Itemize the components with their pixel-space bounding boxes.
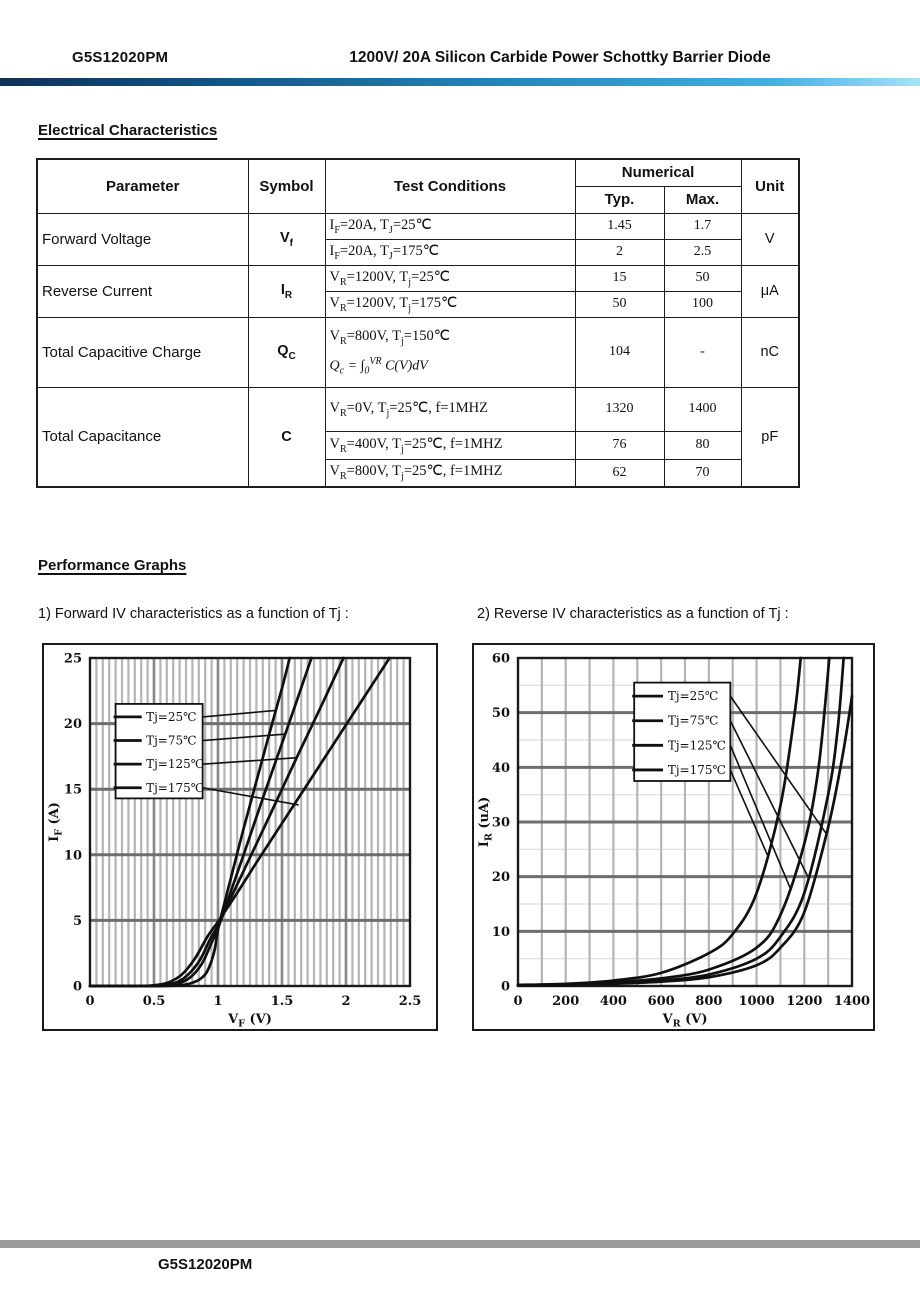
reverse-iv-figure — [472, 643, 875, 1031]
svg-text:600: 600 — [647, 994, 675, 1009]
max-value-cell: 70 — [664, 459, 741, 487]
svg-text:2.5: 2.5 — [398, 994, 422, 1009]
condition-cell: $V_R=800V$, $T_j=25℃$, f=1MHZ — [325, 459, 575, 487]
svg-text:50: 50 — [491, 706, 510, 722]
svg-text:800: 800 — [695, 994, 723, 1009]
table-row — [37, 265, 799, 291]
parameter-cell: Forward Voltage — [37, 213, 248, 265]
typ-value-cell: 62 — [575, 459, 664, 487]
table-row — [37, 387, 799, 431]
col-header-numerical: Numerical — [575, 159, 741, 186]
unit-cell: μA — [741, 265, 799, 317]
parameter-cell: Total Capacitive Charge — [37, 317, 248, 387]
unit-cell: pF — [741, 387, 799, 487]
typ-value-cell: 50 — [575, 291, 664, 317]
max-value-cell: 80 — [664, 431, 741, 459]
max-value-cell: - — [664, 317, 741, 387]
condition-cell: $I_F=20A$, $T_J=175℃$ — [325, 239, 575, 265]
table-row — [37, 317, 799, 387]
svg-text:20: 20 — [491, 870, 510, 886]
svg-text:0.5: 0.5 — [142, 994, 166, 1009]
svg-text:10: 10 — [63, 848, 82, 864]
footer-part-number: G5S12020PM — [158, 1256, 253, 1273]
col-header-parameter: Parameter — [37, 159, 248, 213]
svg-text:1.5: 1.5 — [270, 994, 294, 1009]
svg-text:Tj=175℃: Tj=175℃ — [667, 762, 726, 777]
max-value-cell: 1.7 — [664, 213, 741, 239]
svg-text:200: 200 — [552, 994, 580, 1009]
charge-formula: $Q_c = \int_0^{VR}$ C(V)dV — [329, 355, 428, 377]
col-header-test-conditions: Test Conditions — [325, 159, 575, 213]
symbol-cell: C — [248, 387, 325, 487]
typ-value-cell: 2 — [575, 239, 664, 265]
footer-divider — [0, 1240, 920, 1248]
header-part-number: G5S12020PM — [72, 49, 169, 66]
condition-text: $V_R=800V$, $T_j=150℃$ — [329, 327, 451, 347]
svg-text:1000: 1000 — [738, 994, 775, 1009]
parameter-cell: Total Capacitance — [37, 387, 248, 487]
section-title-electrical-characteristics: Electrical Characteristics — [38, 122, 218, 139]
svg-text:10: 10 — [491, 924, 510, 940]
col-header-typ: Typ. — [575, 186, 664, 213]
forward-iv-chart — [44, 645, 436, 1029]
condition-cell: $V_R=400V$, $T_j=25℃$, f=1MHZ — [325, 431, 575, 459]
max-value-cell: 1400 — [664, 387, 741, 431]
document-title: 1200V/ 20A Silicon Carbide Power Schottky Barrier Diode — [349, 49, 771, 66]
svg-text:Tj=175℃: Tj=175℃ — [146, 780, 205, 795]
reverse-iv-chart-title: 2) Reverse IV characteristics as a function of Tj : — [477, 606, 789, 622]
svg-text:1400: 1400 — [833, 994, 871, 1009]
typ-value-cell: 15 — [575, 265, 664, 291]
max-value-cell: 50 — [664, 265, 741, 291]
condition-cell: $V_R=1200V$, $T_j=25℃$ — [325, 265, 575, 291]
typ-value-cell: 1.45 — [575, 213, 664, 239]
condition-cell: $I_F=20A$, $T_J=25℃$ — [325, 213, 575, 239]
section-title-performance-graphs: Performance Graphs — [38, 557, 187, 574]
svg-text:2: 2 — [341, 994, 351, 1009]
svg-text:Tj=75℃: Tj=75℃ — [146, 733, 197, 748]
svg-text:0: 0 — [85, 994, 95, 1009]
svg-text:60: 60 — [491, 651, 510, 667]
condition-cell: $V_R=0V$, $T_j=25℃$, f=1MHZ — [325, 387, 575, 431]
svg-text:400: 400 — [599, 994, 627, 1009]
svg-text:30: 30 — [491, 815, 510, 831]
svg-text:Tj=125℃: Tj=125℃ — [146, 757, 205, 772]
svg-text:40: 40 — [491, 760, 510, 776]
symbol-cell: $Q_C$ — [248, 317, 325, 387]
svg-text:5: 5 — [72, 913, 82, 929]
svg-text:20: 20 — [63, 717, 82, 733]
typ-value-cell: 104 — [575, 317, 664, 387]
header-divider — [0, 78, 920, 86]
svg-text:25: 25 — [63, 651, 82, 667]
symbol-cell: $I_R$ — [248, 265, 325, 317]
col-header-symbol: Symbol — [248, 159, 325, 213]
svg-text:VF (V): $V_F$ (V) — [228, 1012, 272, 1029]
svg-text:Tj=25℃: Tj=25℃ — [146, 709, 197, 724]
svg-text:VR (V): $V_R$ (V) — [662, 1012, 708, 1029]
svg-text:0: 0 — [513, 994, 523, 1009]
svg-text:Tj=125℃: Tj=125℃ — [667, 738, 726, 753]
forward-iv-figure — [42, 643, 438, 1031]
condition-cell — [325, 317, 575, 387]
parameter-cell: Reverse Current — [37, 265, 248, 317]
svg-text:Tj=25℃: Tj=25℃ — [667, 689, 719, 704]
svg-text:1: 1 — [213, 994, 223, 1009]
svg-text:Tj=75℃: Tj=75℃ — [667, 713, 719, 728]
max-value-cell: 100 — [664, 291, 741, 317]
svg-text:0: 0 — [72, 979, 82, 995]
col-header-max: Max. — [664, 186, 741, 213]
svg-text:IF (A): $I_F$ (A) — [47, 802, 65, 842]
unit-cell: nC — [741, 317, 799, 387]
electrical-characteristics-table — [36, 158, 800, 488]
reverse-iv-chart — [474, 645, 873, 1029]
unit-cell: V — [741, 213, 799, 265]
forward-iv-chart-title: 1) Forward IV characteristics as a function of Tj : — [38, 606, 349, 622]
typ-value-cell: 1320 — [575, 387, 664, 431]
condition-cell: $V_R=1200V$, $T_j=175℃$ — [325, 291, 575, 317]
svg-text:0: 0 — [500, 979, 510, 995]
symbol-cell: $V_f$ — [248, 213, 325, 265]
max-value-cell: 2.5 — [664, 239, 741, 265]
svg-text:IR (uA): $I_R$ (uA) — [477, 796, 495, 848]
table-row — [37, 213, 799, 239]
col-header-unit: Unit — [741, 159, 799, 213]
svg-text:15: 15 — [63, 782, 82, 798]
svg-text:1200: 1200 — [786, 994, 823, 1009]
typ-value-cell: 76 — [575, 431, 664, 459]
